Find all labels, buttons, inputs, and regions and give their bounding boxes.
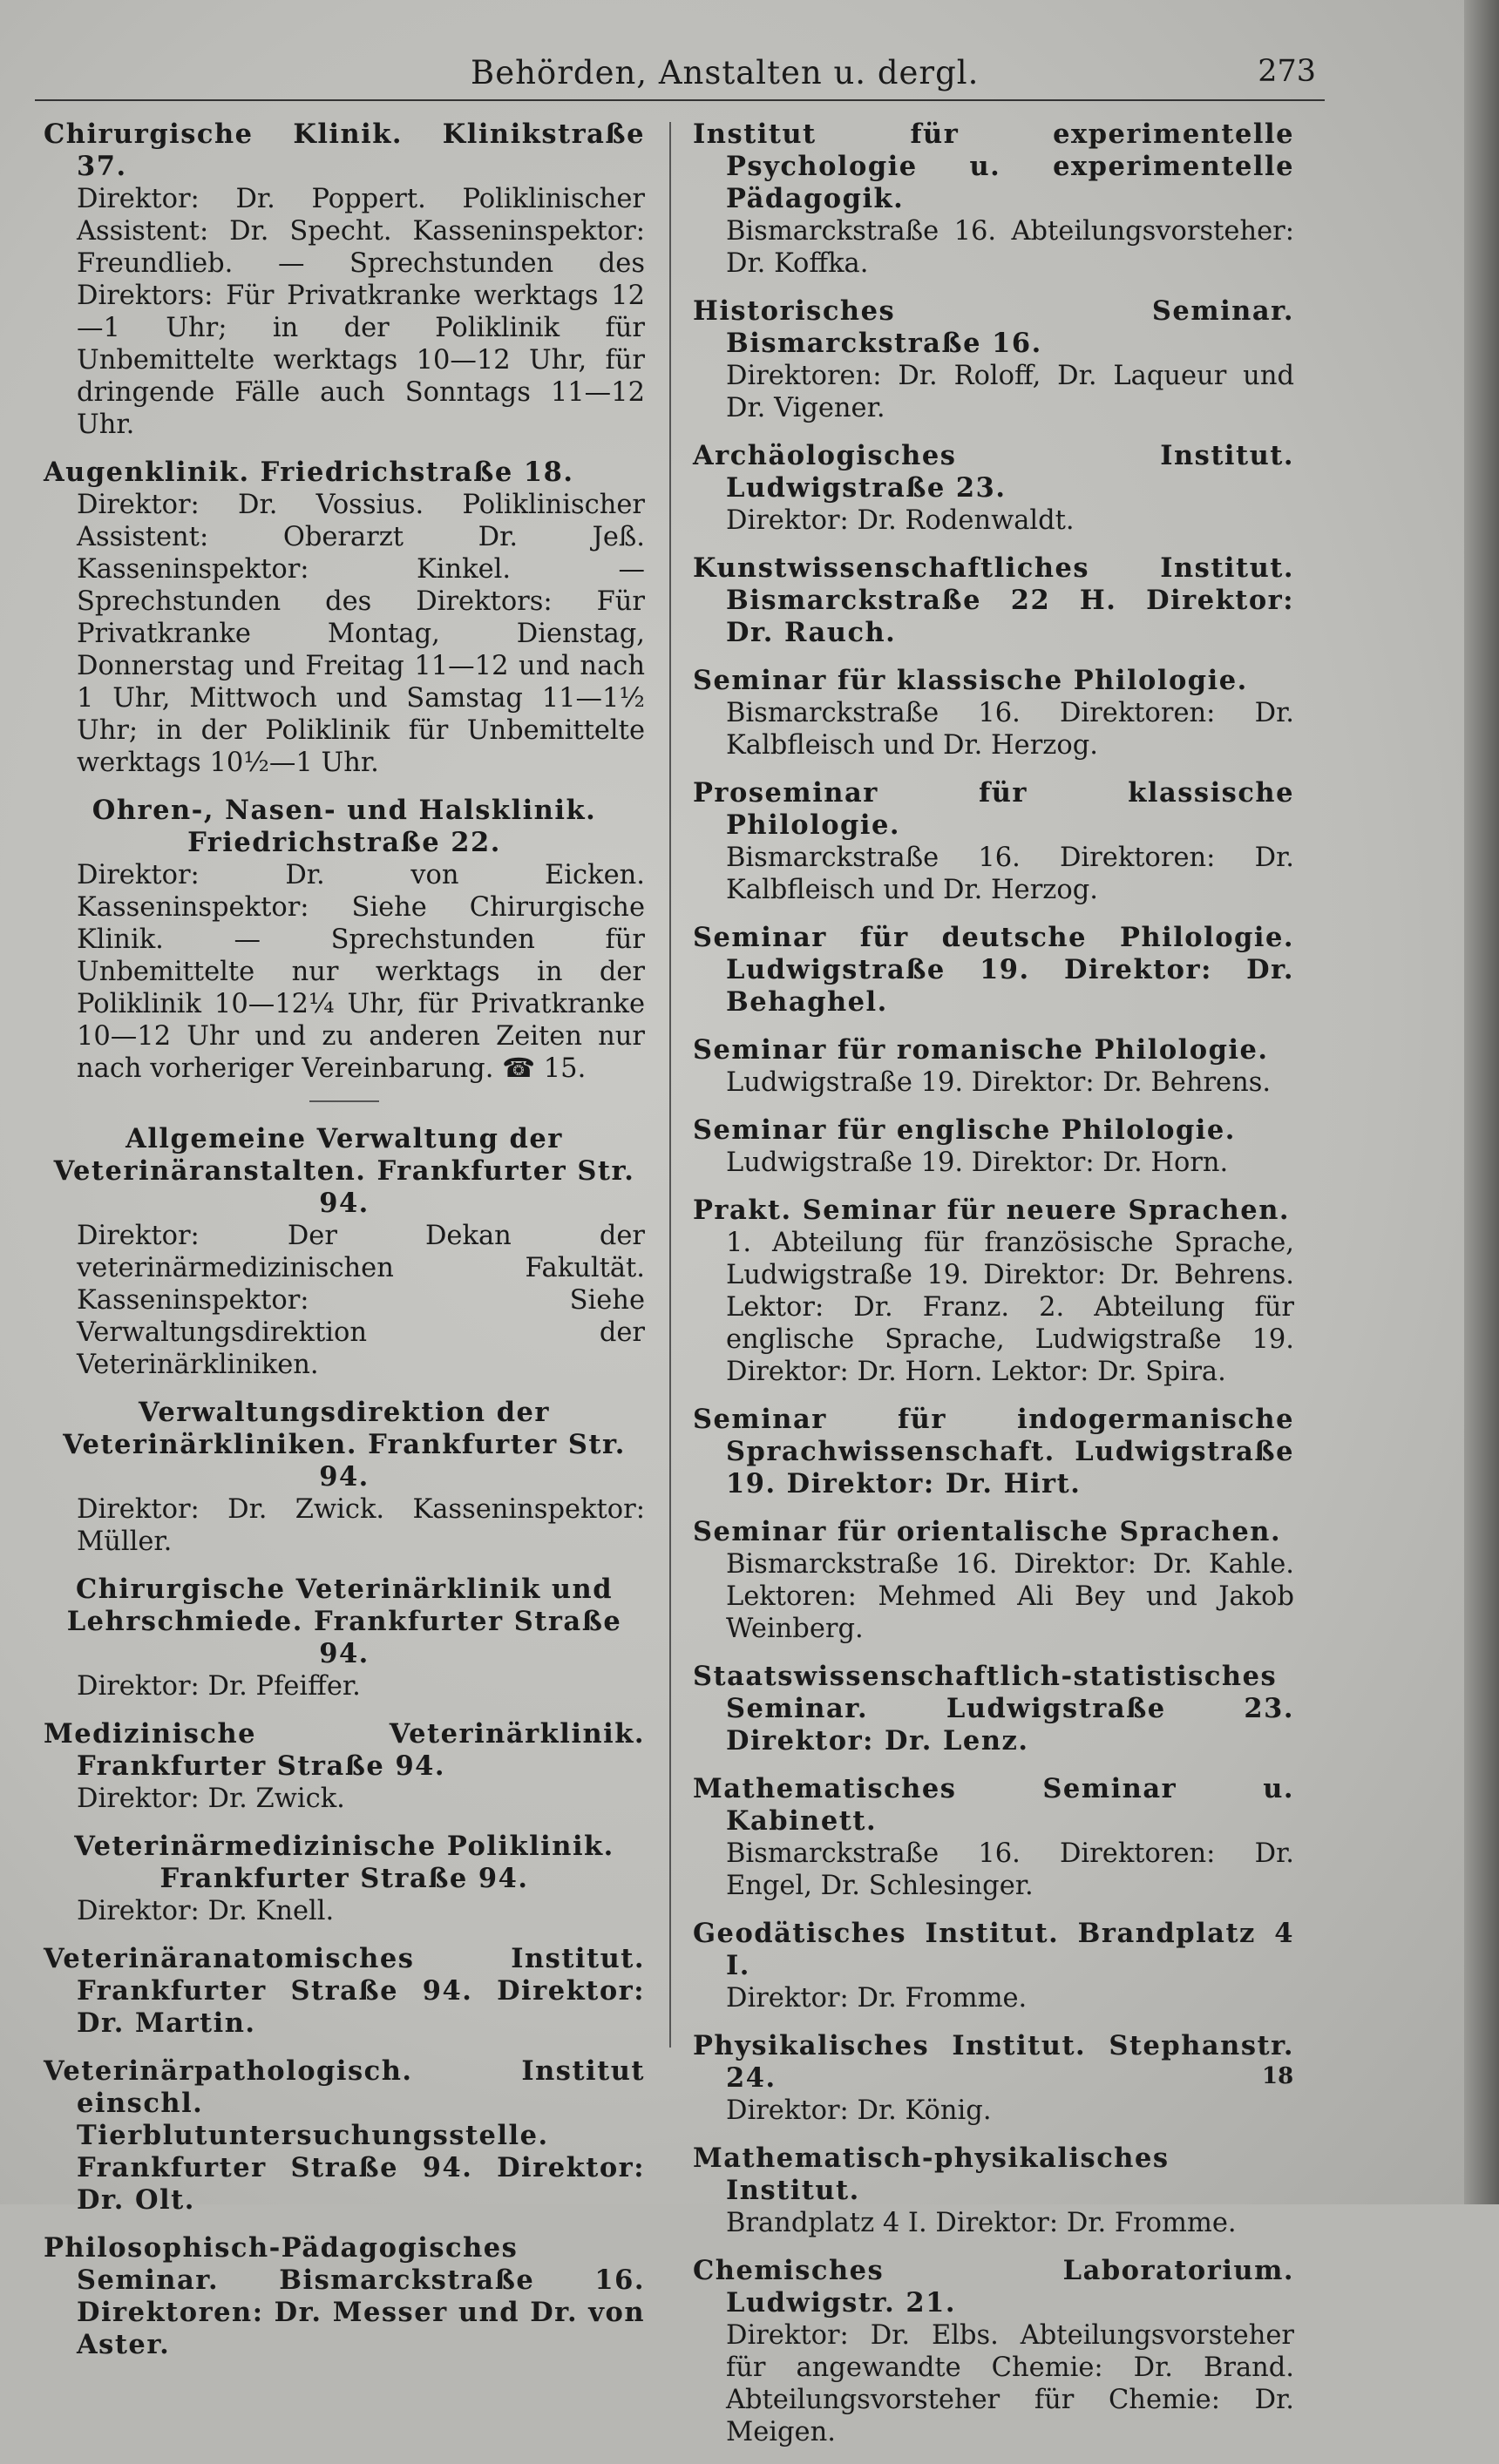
entry-heading: Verwaltungsdirektion der Veterinärkliniken. Frankfurter Str. 94. — [63, 1397, 626, 1493]
entry-proseminar-klassische-philologie — [693, 777, 1294, 906]
column-divider — [669, 122, 671, 2048]
entry-body: Bismarckstraße 16. Direktoren: Dr. Engel, Dr. Schlesinger. — [726, 1838, 1294, 1901]
entry-chemisches-laboratorium — [693, 2255, 1294, 2448]
entry-heading: Kunstwissenschaftliches Institut. Bismarckstraße 22 H. Direktor: Dr. Rauch. — [693, 552, 1294, 648]
entry-allgemeine-verwaltung — [44, 1123, 645, 1381]
entry-seminar-klassische-philologie — [693, 665, 1294, 762]
entry-body: Direktor: Dr. Poppert. Poliklinischer Assistent: Dr. Specht. Kasseninspektor: Freundlieb. — Sprechstunden des Direktors: Für Privatkranke werktags 12—1 Uhr; in der Poliklinik für Unbemittelte werktags 10—12 Uhr, für dringende Fälle auch Sonntags 11—12 Uhr. — [77, 184, 645, 440]
entry-kunstwissenschaftliches-institut — [693, 552, 1294, 649]
entry-body: Direktor: Dr. Elbs. Abteilungsvorsteher für angewandte Chemie: Dr. Brand. Abteilungsvorsteher für Chemie: Dr. Meigen. — [726, 2320, 1294, 2447]
entry-heading: Seminar für klassische Philologie. — [693, 665, 1248, 696]
entry-body: Bismarckstraße 16. Abteilungsvorsteher: Dr. Koffka. — [726, 216, 1294, 279]
entry-veterinaer-poliklinik — [44, 1831, 645, 1927]
entry-verwaltungsdirektion — [44, 1397, 645, 1558]
entry-heading: Historisches Seminar. Bismarckstraße 16. — [693, 295, 1294, 359]
entry-ohrenklinik — [44, 795, 645, 1085]
entry-chirurgische-klinik — [44, 118, 645, 441]
entry-heading: Seminar für indogermanische Sprachwissenschaft. Ludwigstraße 19. Direktor: Dr. Hirt. — [693, 1404, 1294, 1499]
entry-heading: Proseminar für klassische Philologie. — [693, 777, 1294, 841]
entry-body: Direktor: Dr. Rodenwaldt. — [726, 505, 1075, 536]
entry-body: Ludwigstraße 19. Direktor: Dr. Behrens. — [726, 1067, 1272, 1098]
page-number: 273 — [1258, 54, 1316, 89]
entry-seminar-deutsche-philologie — [693, 922, 1294, 1019]
entry-body: Direktor: Dr. Knell. — [77, 1896, 335, 1926]
entry-body: Bismarckstraße 16. Direktor: Dr. Kahle. Lektoren: Mehmed Ali Bey und Jakob Weinberg. — [726, 1549, 1294, 1644]
entry-heading: Chirurgische Klinik. Klinikstraße 37. — [44, 118, 645, 182]
entry-body: Direktor: Dr. Zwick. — [77, 1784, 345, 1814]
entry-body: Direktor: Dr. Pfeiffer. — [77, 1671, 361, 1702]
entry-chirurgische-veterinaerklinik — [44, 1574, 645, 1702]
entry-archaeologisches-institut — [693, 440, 1294, 537]
entry-body: Direktor: Dr. Fromme. — [726, 1983, 1028, 2014]
entry-heading: Chirurgische Veterinärklinik und Lehrschmiede. Frankfurter Straße 94. — [66, 1574, 622, 1669]
entry-augenklinik — [44, 457, 645, 779]
header-rule — [35, 99, 1325, 101]
entry-heading: Veterinärmedizinische Poliklinik. Frankfurter Straße 94. — [74, 1831, 614, 1894]
entry-heading: Physikalisches Institut. Stephanstr. 24. — [693, 2030, 1294, 2094]
entry-heading: Mathematisch-physikalisches Institut. — [693, 2142, 1170, 2206]
right-column — [693, 118, 1294, 2464]
entry-mathematisches-seminar — [693, 1773, 1294, 1902]
entry-body: Direktor: Dr. von Eicken. Kasseninspektor: Siehe Chirurgische Klinik. — Sprechstunden für Unbemittelte nur werktags in der Poliklinik 10—12¼ Uhr, für Privatkranke 10—12 Uhr und zu anderen Zeiten nur nach vorheriger Vereinbarung. ☎ 15. — [77, 860, 645, 1084]
entry-body: Direktor: Dr. Zwick. Kasseninspektor: Müller. — [77, 1494, 645, 1557]
entry-heading: Ohren-, Nasen- und Halsklinik. Friedrichstraße 22. — [92, 795, 597, 858]
entry-veterinaeranatomisches-institut — [44, 1943, 645, 2040]
entry-body: 1. Abteilung für französische Sprache, Ludwigstraße 19. Direktor: Dr. Behrens. Lektor: Dr. Franz. 2. Abteilung für englische Sprache, Ludwigstraße 19. Direktor: Dr. Horn. Lektor: Dr. Spira. — [726, 1228, 1294, 1387]
entry-heading: Medizinische Veterinärklinik. Frankfurter Straße 94. — [44, 1718, 645, 1782]
entry-seminar-englische-philologie — [693, 1114, 1294, 1179]
entry-heading: Mathematisches Seminar u. Kabinett. — [693, 1773, 1294, 1837]
entry-seminar-romanische-philologie — [693, 1034, 1294, 1099]
entry-body: Direktoren: Dr. Roloff, Dr. Laqueur und Dr. Vigener. — [726, 361, 1294, 423]
book-binding-shadow — [1464, 0, 1499, 2204]
printer-signature-mark: 18 — [1262, 2063, 1294, 2089]
entry-body: Direktor: Dr. König. — [726, 2095, 992, 2126]
entry-heading: Seminar für englische Philologie. — [693, 1114, 1236, 1146]
section-separator — [309, 1100, 379, 1102]
entry-geodaetisches-institut — [693, 1918, 1294, 2014]
entry-seminar-indogermanische-sprachwissenschaft — [693, 1404, 1294, 1500]
entry-philosophisch-paedagogisches-seminar — [44, 2232, 645, 2361]
entry-heading: Veterinärpathologisch. Institut einschl. Tierblutuntersuchungsstelle. Frankfurter Straße 94. Direktor: Dr. Olt. — [44, 2055, 645, 2216]
entry-staatswissenschaftliches-seminar — [693, 1661, 1294, 1757]
entry-heading: Seminar für orientalische Sprachen. — [693, 1516, 1282, 1547]
entry-body: Bismarckstraße 16. Direktoren: Dr. Kalbfleisch und Dr. Herzog. — [726, 698, 1294, 761]
entry-medizinische-veterinaerklinik — [44, 1718, 645, 1815]
entry-heading: Seminar für deutsche Philologie. Ludwigstraße 19. Direktor: Dr. Behaghel. — [693, 922, 1294, 1018]
entry-heading: Philosophisch-Pädagogisches Seminar. Bismarckstraße 16. Direktoren: Dr. Messer und Dr. von Aster. — [44, 2232, 645, 2360]
running-title: Behörden, Anstalten u. dergl. — [471, 54, 980, 91]
left-column — [44, 118, 645, 2377]
entry-body: Direktor: Der Dekan der veterinärmedizinischen Fakultät. Kasseninspektor: Siehe Verwaltungsdirektion der Veterinärkliniken. — [77, 1221, 645, 1380]
entry-veterinaerpathologisches-institut — [44, 2055, 645, 2217]
entry-heading: Allgemeine Verwaltung der Veterinäranstalten. Frankfurter Str. 94. — [53, 1123, 635, 1219]
entry-heading: Geodätisches Institut. Brandplatz 4 I. — [693, 1918, 1294, 1981]
entry-heading: Augenklinik. Friedrichstraße 18. — [44, 457, 574, 488]
entry-body: Direktor: Dr. Vossius. Poliklinischer Assistent: Oberarzt Dr. Jeß. Kasseninspektor: Kinkel. — Sprechstunden des Direktors: Für Privatkranke Montag, Dienstag, Donnerstag und Freitag 11—12 und nach 1 Uhr, Mittwoch und Samstag 11—1½ Uhr; in der Poliklinik für Unbemittelte werktags 10½—1 Uhr. — [77, 490, 645, 778]
entry-seminar-orientalische-sprachen — [693, 1516, 1294, 1645]
entry-body: Ludwigstraße 19. Direktor: Dr. Horn. — [726, 1147, 1229, 1178]
entry-body: Brandplatz 4 I. Direktor: Dr. Fromme. — [726, 2208, 1237, 2238]
entry-mathematisch-physikalisches-institut — [693, 2142, 1294, 2239]
entry-prakt-seminar-neuere-sprachen — [693, 1195, 1294, 1388]
entry-heading: Institut für experimentelle Psychologie u. experimentelle Pädagogik. — [693, 118, 1294, 214]
page-header — [35, 51, 1316, 96]
entry-physikalisches-institut — [693, 2030, 1294, 2127]
entry-heading: Archäologisches Institut. Ludwigstraße 23. — [693, 440, 1294, 504]
entry-heading: Staatswissenschaftlich-statistisches Seminar. Ludwigstraße 23. Direktor: Dr. Lenz. — [693, 1661, 1294, 1757]
entry-institut-psychologie — [693, 118, 1294, 280]
entry-historisches-seminar — [693, 295, 1294, 424]
entry-heading: Veterinäranatomisches Institut. Frankfurter Straße 94. Direktor: Dr. Martin. — [44, 1943, 645, 2039]
entry-heading: Prakt. Seminar für neuere Sprachen. — [693, 1195, 1291, 1226]
entry-heading: Chemisches Laboratorium. Ludwigstr. 21. — [693, 2255, 1294, 2318]
entry-heading: Seminar für romanische Philologie. — [693, 1034, 1269, 1066]
entry-body: Bismarckstraße 16. Direktoren: Dr. Kalbfleisch und Dr. Herzog. — [726, 843, 1294, 905]
